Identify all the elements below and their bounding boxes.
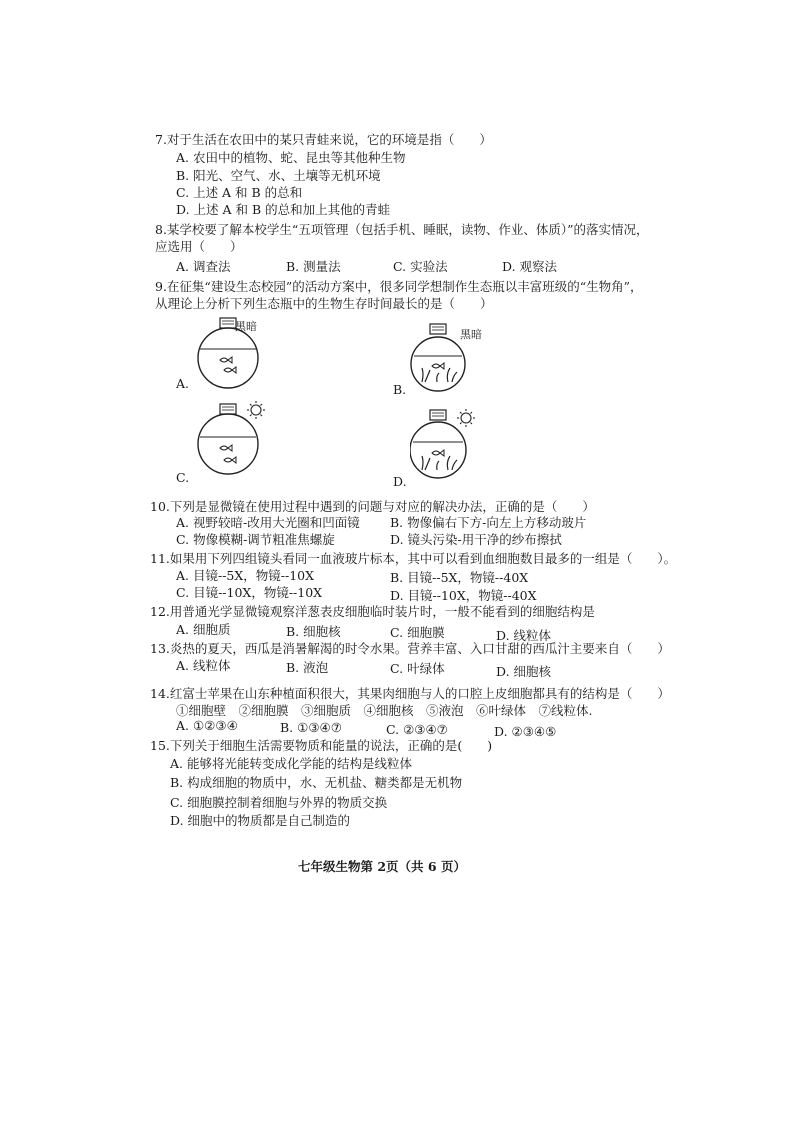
q9-option-a: A. [176, 376, 190, 391]
q9-option-d: D. [393, 474, 407, 489]
q12-option-a: A. 细胞质 [176, 622, 231, 637]
q11-option-b: B. 目镜--5X，物镜--40X [390, 570, 529, 585]
q7-stem: 7.对于生活在农田中的某只青蛙来说，它的环境是指（ ） [155, 132, 492, 147]
q9-stem-line1: 9.在征集“建设生态校园”的活动方案中，很多同学想制作生态瓶以丰富班级的“生物角”， [155, 279, 643, 294]
q15-stem: 15.下列关于细胞生活需要物质和能量的说法，正确的是( ) [150, 738, 493, 753]
q12-option-d: D. 线粒体 [496, 628, 552, 643]
sun-icon [457, 409, 475, 427]
q11-option-d: D. 目镜--10X，物镜--40X [390, 588, 537, 603]
q8-stem-line1: 8.某学校要了解本校学生“五项管理（包括手机、睡眠，读物、作业、体质）”的落实情况， [155, 222, 649, 237]
flask-a-dark-label: 黑暗 [235, 320, 257, 333]
q8-option-c: C. 实验法 [393, 259, 448, 274]
q7-option-d: D. 上述 A 和 B 的总和加上其他的青蛙 [176, 202, 391, 217]
q10-option-d: D. 镜头污染-用干净的纱布擦拭 [390, 532, 562, 547]
q13-option-d: D. 细胞核 [496, 664, 552, 679]
flask-b-diagram [410, 322, 500, 400]
q13-option-b: B. 液泡 [286, 660, 329, 675]
q15-option-a: A. 能够将光能转变成化学能的结构是线粒体 [170, 756, 412, 771]
q10-option-b: B. 物像偏右下方-向左上方移动玻片 [390, 515, 587, 530]
q14-structure-list: ①细胞壁 ②细胞膜 ③细胞质 ④细胞核 ⑤液泡 ⑥叶绿体 ⑦线粒体. [176, 703, 593, 718]
flask-d-diagram [410, 406, 500, 486]
flask-c-diagram [194, 400, 284, 480]
q7-option-c: C. 上述 A 和 B 的总和 [176, 185, 303, 200]
q12-stem: 12.用普通光学显微镜观察洋葱表皮细胞临时装片时，一般不能看到的细胞结构是 [150, 604, 595, 619]
q9-option-b: B. [393, 382, 407, 397]
q8-option-d: D. 观察法 [502, 259, 558, 274]
q10-option-c: C. 物像模糊-调节粗准焦螺旋 [176, 532, 335, 547]
q9-stem-line2: 从理论上分析下列生态瓶中的生物生存时间最长的是（ ） [155, 296, 493, 311]
q8-option-b: B. 测量法 [286, 259, 341, 274]
q8-stem-line2: 应选用（ ） [155, 239, 243, 254]
q11-stem: 11.如果用下列四组镜头看同一血液玻片标本，其中可以看到血细胞数目最多的一组是（ ）。 [150, 551, 677, 566]
q14-option-b: B. ①③④⑦ [280, 720, 342, 735]
q15-option-b: B. 构成细胞的物质中，水、无机盐、糖类都是无机物 [170, 775, 463, 790]
q13-option-a: A. 线粒体 [176, 658, 231, 673]
q13-stem: 13.炎热的夏天，西瓜是消暑解渴的时令水果。营养丰富、入口甘甜的西瓜汁主要来自（ ） [150, 641, 670, 656]
q14-option-d: D. ②③④⑤ [494, 724, 557, 739]
q10-stem: 10.下列是显微镜在使用过程中遇到的问题与对应的解决办法，正确的是（ ） [150, 499, 595, 514]
q15-option-d: D. 细胞中的物质都是自己制造的 [170, 813, 351, 828]
q10-option-a: A. 视野较暗-改用大光圈和凹面镜 [176, 515, 360, 530]
q11-option-c: C. 目镜--10X，物镜--10X [176, 585, 323, 600]
page-footer: 七年级生物第 2页（共 6 页） [298, 859, 466, 874]
q7-option-b: B. 阳光、空气、水、土壤等无机环境 [176, 168, 381, 183]
q12-option-b: B. 细胞核 [286, 624, 341, 639]
q9-option-c: C. [176, 470, 190, 485]
q14-option-a: A. ①②③④ [176, 718, 238, 733]
q13-option-c: C. 叶绿体 [390, 661, 445, 676]
q14-option-c: C. ②③④⑦ [386, 722, 448, 737]
q8-option-a: A. 调查法 [176, 259, 231, 274]
flask-b-dark-label: 黑暗 [460, 328, 482, 341]
q12-option-c: C. 细胞膜 [390, 625, 445, 640]
sun-icon [247, 401, 265, 419]
q7-option-a: A. 农田中的植物、蛇、昆虫等其他种生物 [176, 150, 406, 165]
q15-option-c: C. 细胞膜控制着细胞与外界的物质交换 [170, 795, 388, 810]
q11-option-a: A. 目镜--5X，物镜--10X [176, 568, 315, 583]
q14-stem: 14.红富士苹果在山东种植面积很大，其果肉细胞与人的口腔上皮细胞都具有的结构是（ ） [150, 686, 670, 701]
